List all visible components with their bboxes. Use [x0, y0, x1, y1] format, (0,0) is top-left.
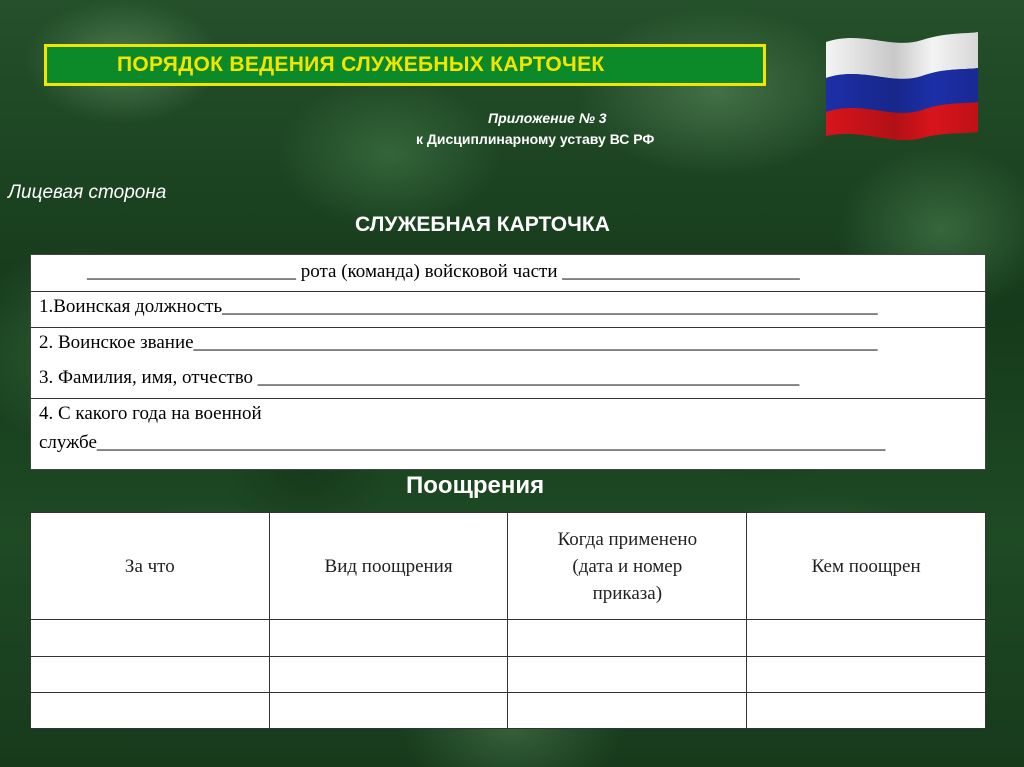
column-header-when-line-2: (дата и номер — [572, 555, 683, 577]
table-cell[interactable] — [508, 692, 747, 728]
service-year-line-2: службе___________________________________________________________________________________ — [39, 432, 886, 453]
position-row — [31, 292, 985, 328]
appendix-number: Приложение № 3 — [488, 110, 607, 126]
russian-flag-icon — [822, 28, 982, 140]
name-line: 3. Фамилия, имя, отчество _________________________________________________________ — [39, 367, 800, 388]
position-line: 1.Воинская должность_____________________________________________________________________ — [39, 296, 878, 317]
service-year-row — [31, 399, 985, 469]
title-banner — [44, 44, 766, 86]
table-cell[interactable] — [747, 692, 986, 728]
column-header-when-line-1: Когда применено — [557, 528, 698, 550]
column-header-type: Вид поощрения — [269, 513, 508, 620]
table-row — [31, 692, 986, 728]
table-row — [31, 656, 986, 692]
unit-line: ______________________ рота (команда) войсковой части _________________________ — [87, 261, 800, 282]
table-cell[interactable] — [269, 620, 508, 656]
table-cell[interactable] — [31, 620, 270, 656]
table-cell[interactable] — [269, 656, 508, 692]
table-row — [31, 620, 986, 656]
unit-row — [31, 255, 985, 292]
service-year-line-1: 4. С какого года на военной — [39, 403, 262, 424]
table-cell[interactable] — [269, 692, 508, 728]
rewards-table — [30, 512, 986, 729]
column-header-when-line-3: приказа) — [592, 582, 663, 604]
column-header-reason: За что — [31, 513, 270, 620]
card-title: СЛУЖЕБНАЯ КАРТОЧКА — [355, 213, 610, 236]
table-cell[interactable] — [508, 620, 747, 656]
page-title: ПОРЯДОК ВЕДЕНИЯ СЛУЖЕБНЫХ КАРТОЧЕК — [117, 53, 605, 76]
appendix-reference: к Дисциплинарному уставу ВС РФ — [416, 131, 655, 147]
table-cell[interactable] — [508, 656, 747, 692]
table-cell[interactable] — [747, 620, 986, 656]
table-cell[interactable] — [747, 656, 986, 692]
front-side-label: Лицевая сторона — [8, 182, 167, 203]
table-cell[interactable] — [31, 656, 270, 692]
service-card-form — [30, 254, 986, 470]
column-header-when — [508, 513, 747, 620]
rank-line: 2. Воинское звание________________________________________________________________________ — [39, 332, 878, 353]
column-header-by-whom: Кем поощрен — [747, 513, 986, 620]
table-cell[interactable] — [31, 692, 270, 728]
rewards-header-row — [31, 513, 986, 620]
rewards-title: Поощрения — [406, 472, 545, 499]
rank-name-row — [31, 328, 985, 399]
